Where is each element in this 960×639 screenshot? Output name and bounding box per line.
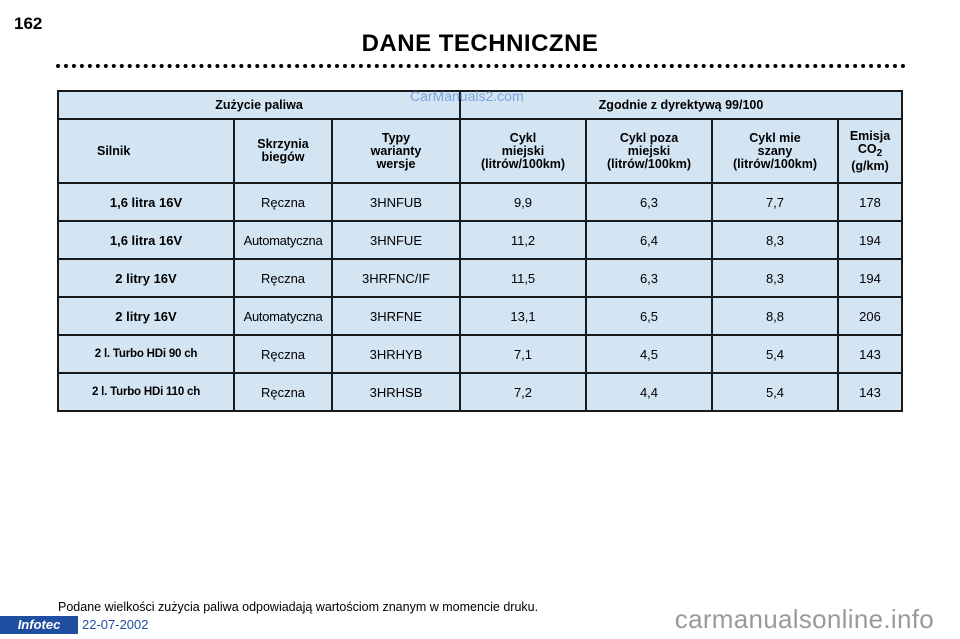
cell-engine: 2 litry 16V (58, 297, 234, 335)
cell-gearbox: Automatyczna (234, 297, 332, 335)
table-row (58, 335, 902, 373)
cell-engine: 2 l. Turbo HDi 110 ch (58, 373, 234, 411)
cell-extra-urban: 6,4 (586, 221, 712, 259)
cell-co2: 206 (838, 297, 902, 335)
cell-type: 3HNFUE (332, 221, 460, 259)
cell-combined: 8,3 (712, 259, 838, 297)
cell-combined: 5,4 (712, 335, 838, 373)
co2-label: Emisja CO (849, 128, 891, 156)
watermark-top: CarManuals2.com (410, 88, 524, 104)
cell-combined: 7,7 (712, 183, 838, 221)
cell-urban: 11,2 (460, 221, 586, 259)
cell-gearbox: Ręczna (234, 335, 332, 373)
cell-type: 3HNFUB (332, 183, 460, 221)
table-row (58, 259, 902, 297)
cell-urban: 7,2 (460, 373, 586, 411)
fuel-consumption-table (57, 90, 903, 412)
cell-urban: 11,5 (460, 259, 586, 297)
page-title: DANE TECHNICZNE (361, 30, 599, 57)
cell-co2: 194 (838, 221, 902, 259)
cell-engine: 1,6 litra 16V (58, 221, 234, 259)
cell-engine: 2 litry 16V (58, 259, 234, 297)
cell-combined: 8,8 (712, 297, 838, 335)
page-number: 162 (14, 14, 43, 33)
cell-urban: 13,1 (460, 297, 586, 335)
cell-type: 3HRFNE (332, 297, 460, 335)
cell-engine: 1,6 litra 16V (58, 183, 234, 221)
cell-type: 3HRHYB (332, 335, 460, 373)
col-header-combined-cycle: Cykl mie szany (litrów/100km) (712, 119, 838, 183)
dotted-divider (56, 64, 906, 68)
col-header-engine: Silnik (58, 119, 234, 183)
cell-co2: 178 (838, 183, 902, 221)
cell-combined: 8,3 (712, 221, 838, 259)
table-row (58, 221, 902, 259)
table-column-header-row (58, 119, 902, 183)
footnote: Podane wielkości zużycia paliwa odpowiadają wartościom znanym w momencie druku. (58, 600, 539, 614)
col-header-extra-urban-cycle: Cykl poza miejski (litrów/100km) (586, 119, 712, 183)
col-header-type: Typy warianty wersje (332, 119, 460, 183)
cell-gearbox: Ręczna (234, 259, 332, 297)
cell-urban: 9,9 (460, 183, 586, 221)
cell-combined: 5,4 (712, 373, 838, 411)
cell-co2: 143 (838, 335, 902, 373)
group-header-directive: Zgodnie z dyrektywą 99/100 (460, 91, 902, 119)
cell-type: 3HRFNC/IF (332, 259, 460, 297)
watermark-bottom: carmanualsonline.info (674, 604, 934, 634)
cell-type: 3HRHSB (332, 373, 460, 411)
print-date: 22-07-2002 (82, 617, 149, 632)
cell-co2: 143 (838, 373, 902, 411)
col-header-urban-cycle: Cykl miejski (litrów/100km) (460, 119, 586, 183)
cell-extra-urban: 4,4 (586, 373, 712, 411)
cell-engine: 2 l. Turbo HDi 90 ch (58, 335, 234, 373)
group-header-fuel-consumption: Zużycie paliwa (58, 91, 460, 119)
cell-extra-urban: 6,3 (586, 259, 712, 297)
cell-co2: 194 (838, 259, 902, 297)
cell-extra-urban: 6,3 (586, 183, 712, 221)
col-header-gearbox: Skrzynia biegów (234, 119, 332, 183)
cell-gearbox: Automatyczna (234, 221, 332, 259)
table-row (58, 373, 902, 411)
cell-extra-urban: 6,5 (586, 297, 712, 335)
cell-urban: 7,1 (460, 335, 586, 373)
infotec-logo: Infotec (0, 616, 78, 634)
cell-extra-urban: 4,5 (586, 335, 712, 373)
cell-gearbox: Ręczna (234, 373, 332, 411)
co2-unit: (g/km) (851, 158, 889, 173)
co2-subscript: 2 (876, 147, 883, 159)
table-row (58, 297, 902, 335)
table-row (58, 183, 902, 221)
col-header-co2-emission (838, 119, 902, 183)
cell-gearbox: Ręczna (234, 183, 332, 221)
